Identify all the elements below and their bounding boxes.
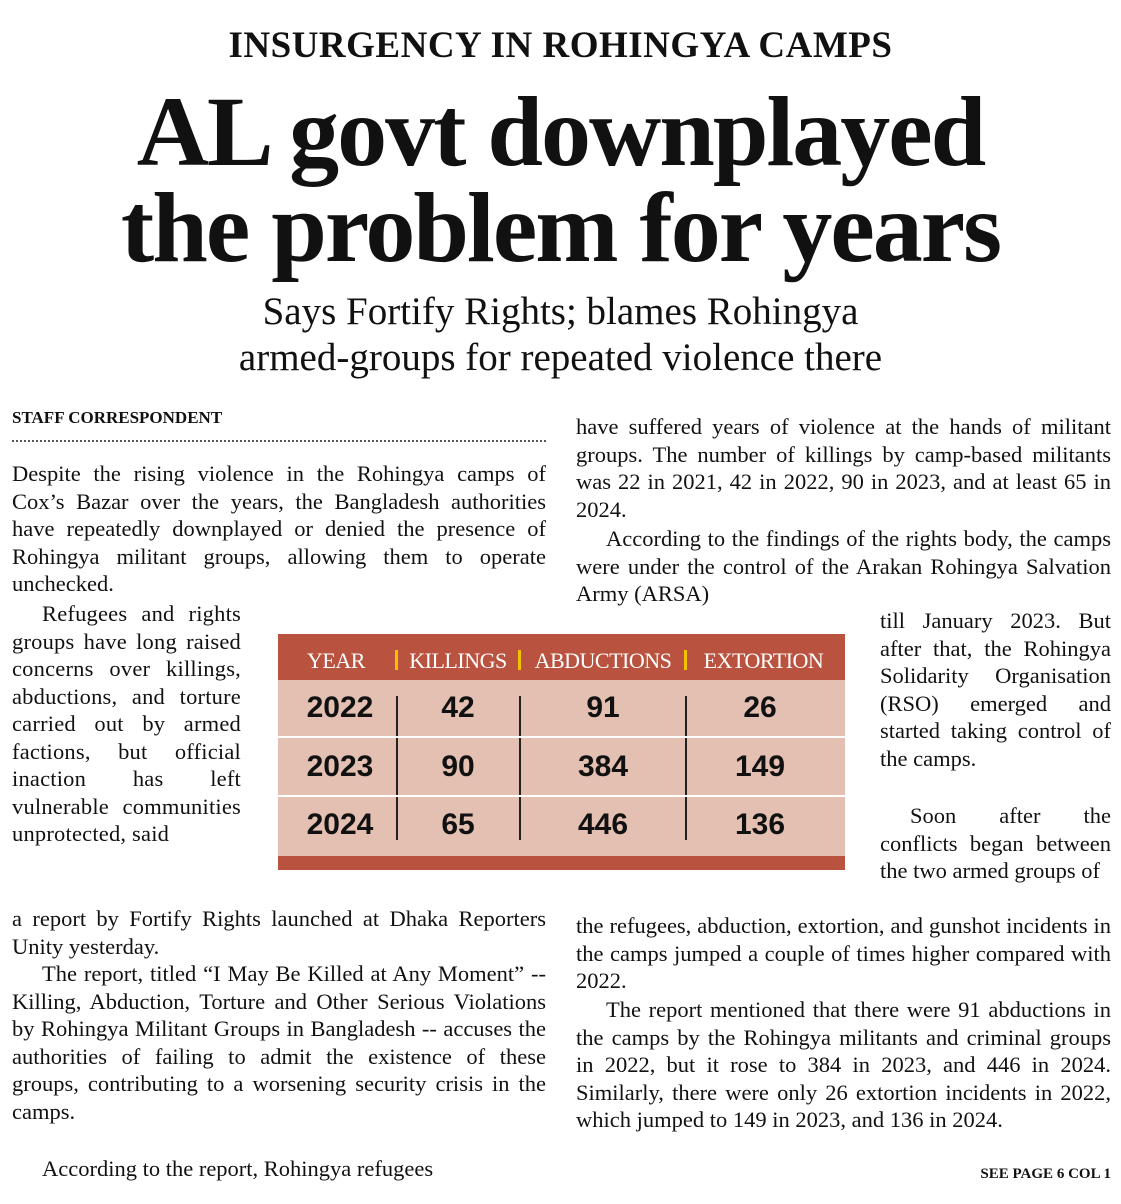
- body-paragraph-4: According to the report, Rohingya refugees: [42, 1156, 434, 1181]
- cell-year-2023: 2023: [306, 750, 374, 783]
- stats-table: [278, 634, 845, 870]
- byline: STAFF CORRESPONDENT: [12, 408, 546, 442]
- col2-paragraph-3-cont: the refugees, abduction, extortion, and gunshot incidents in the camps jumped a couple of times higher compared with 2022.: [576, 913, 1111, 993]
- cell-killings-2022: 42: [441, 691, 475, 724]
- cell-abductions-2022: 91: [586, 691, 620, 724]
- stats-table-footer: [278, 856, 845, 870]
- row-divider: [278, 795, 845, 797]
- header-separator: [518, 650, 521, 670]
- body-paragraph-1: Despite the rising violence in the Rohingya camps of Cox’s Bazar over the years, the Bangladesh authorities have repeatedly downplayed or denied the presence of Rohingya militant groups, allowing them to operate unchecked.: [12, 461, 546, 596]
- column-divider: [519, 696, 521, 840]
- col2-paragraph-2-wrap: till January 2023. But after that, the Rohingya Solidarity Organisation (RSO) emerged and started taking control of the camps.: [880, 608, 1111, 771]
- stats-table-header: [278, 634, 845, 680]
- cell-killings-2024: 65: [441, 808, 475, 841]
- cell-year-2022: 2022: [306, 691, 374, 724]
- column-divider: [685, 696, 687, 840]
- kicker: INSURGENCY IN ROHINGYA CAMPS: [228, 25, 893, 66]
- header-separator: [395, 650, 398, 670]
- col2-paragraph-4: The report mentioned that there were 91 abductions in the camps by the Rohingya militants and criminal groups in 2022, but it rose to 384 in 2023, and 446 in 2024. Similarly, there were only 26 extortion incidents in 2022, which jumped to 149 in 2023, and 136 in 2024.: [576, 997, 1111, 1132]
- body-paragraph-2-cont: a report by Fortify Rights launched at Dhaka Reporters Unity yesterday.: [12, 906, 546, 959]
- header-killings: KILLINGS: [409, 648, 507, 673]
- row-divider: [278, 736, 845, 738]
- col2-paragraph-2: According to the findings of the rights body, the camps were under the control of the Arakan Rohingya Salvation Army (ARSA): [576, 526, 1111, 606]
- body-paragraph-2-wrap: Refugees and rights groups have long raised concerns over killings, abductions, and torture carried out by armed factions, but official inaction has left vulnerable communities unprotected, said: [12, 601, 241, 846]
- body-paragraph-3: The report, titled “I May Be Killed at Any Moment” -- Killing, Abduction, Torture and Other Serious Violations by Rohingya Militant Groups in Bangladesh -- accuses the authorities of failing to admit the existence of these groups, contributing to a worsening security crisis in the camps.: [12, 961, 546, 1124]
- col2-paragraph-3-wrap: Soon after the conflicts began between the two armed groups of: [880, 803, 1111, 883]
- header-separator: [684, 650, 687, 670]
- cell-abductions-2024: 446: [577, 808, 629, 841]
- headline-line-2: the problem for years: [120, 172, 1001, 283]
- cell-extortion-2023: 149: [734, 750, 786, 783]
- deck-line-2: armed-groups for repeated violence there: [238, 336, 883, 379]
- cell-killings-2023: 90: [441, 750, 475, 783]
- cell-abductions-2023: 384: [577, 750, 629, 783]
- header-abductions: ABDUCTIONS: [534, 648, 672, 673]
- headline-line-1: AL govt downplayed: [136, 76, 985, 187]
- continuation-note: SEE PAGE 6 COL 1: [980, 1166, 1111, 1182]
- deck: [0, 289, 1121, 381]
- cell-extortion-2024: 136: [734, 808, 786, 841]
- deck-line-1: Says Fortify Rights; blames Rohingya: [262, 290, 859, 333]
- header-year: YEAR: [307, 648, 365, 673]
- cell-year-2024: 2024: [306, 808, 374, 841]
- col2-paragraph-1: have suffered years of violence at the hands of militant groups. The number of killings by camp-based militants was 22 in 2021, 42 in 2022, 90 in 2023, and at least 65 in 2024.: [576, 414, 1111, 522]
- column-divider: [396, 696, 398, 840]
- headline: [0, 76, 1121, 283]
- cell-extortion-2022: 26: [743, 691, 777, 724]
- header-extortion: EXTORTION: [703, 648, 824, 673]
